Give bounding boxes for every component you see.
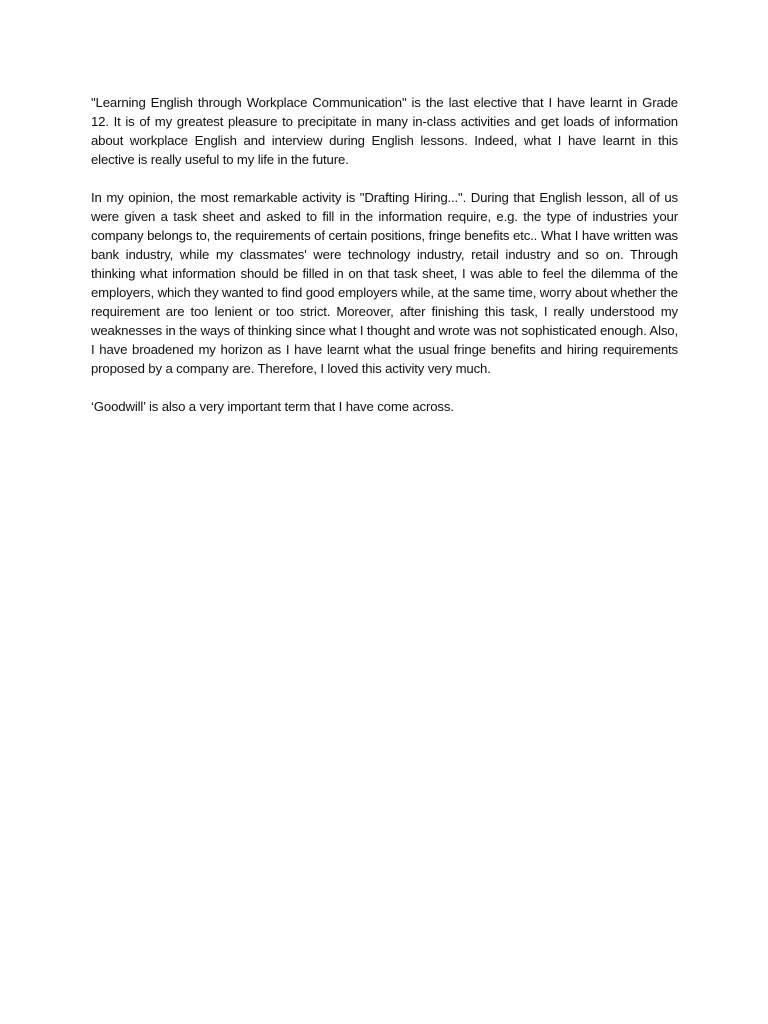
document-body <box>91 93 678 435</box>
paragraph-goodwill: ‘Goodwill’ is also a very important term that I have come across. <box>91 399 454 414</box>
paragraph-intro: "Learning English through Workplace Communication" is the last elective that I have learnt in Grade 12. It is of my greatest pleasure to precipitate in many in-class activities and get loads of information about workplace English and interview during English lessons. Indeed, what I have learnt in this elective is really useful to my life in the future. <box>91 95 678 167</box>
paragraph-activity: In my opinion, the most remarkable activity is "Drafting Hiring...". During that English lesson, all of us were given a task sheet and asked to fill in the information require, e.g. the type of industries your company belongs to, the requirements of certain positions, fringe benefits etc.. What I have written was bank industry, while my classmates' were technology industry, retail industry and so on. Through thinking what information should be filled in on that task sheet, I was able to feel the dilemma of the employers, which they wanted to find good employers while, at the same time, worry about whether the requirement are too lenient or too strict. Moreover, after finishing this task, I really understood my weaknesses in the ways of thinking since what I thought and wrote was not sophisticated enough. Also, I have broadened my horizon as I have learnt what the usual fringe benefits and hiring requirements proposed by a company are. Therefore, I loved this activity very much. <box>91 190 678 376</box>
